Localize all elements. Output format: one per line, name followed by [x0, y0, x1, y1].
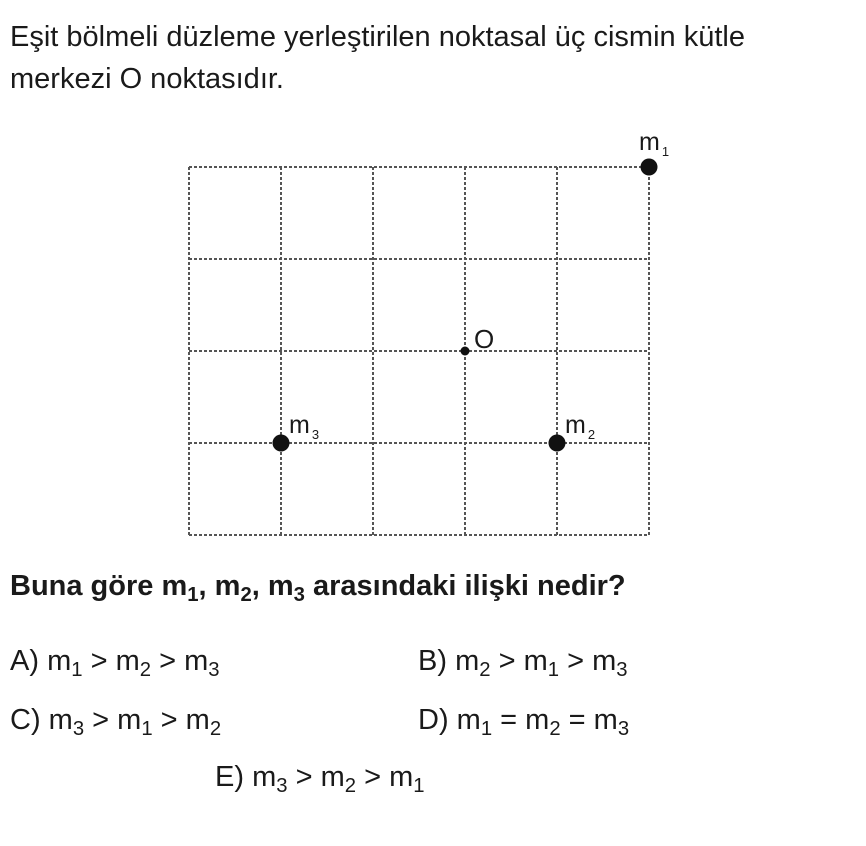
- option-term: > m: [559, 645, 617, 677]
- option-sub: 2: [209, 718, 222, 741]
- option-letter: E): [215, 761, 253, 793]
- option-b[interactable]: [418, 645, 628, 682]
- option-sub: 2: [344, 775, 357, 798]
- prompt-sub-3: 3: [293, 584, 305, 607]
- point-label-sub: 1: [661, 144, 670, 159]
- option-term: m: [455, 645, 480, 677]
- option-term: > m: [152, 704, 210, 736]
- option-term: > m: [356, 761, 414, 793]
- option-term: > m: [84, 704, 142, 736]
- prompt-pre: Buna göre m: [10, 570, 188, 602]
- question-prompt: [10, 570, 626, 607]
- option-term: m: [47, 645, 72, 677]
- option-sub: 2: [479, 659, 491, 682]
- option-sub: 1: [547, 659, 560, 682]
- point-label-m2: m $_2$: [565, 411, 596, 442]
- option-letter: B): [418, 645, 456, 677]
- point-label-m1: m $_1$: [639, 128, 670, 159]
- option-sub: 3: [208, 659, 220, 682]
- option-letter: D): [418, 704, 457, 736]
- point-label-sub: 2: [587, 427, 596, 442]
- option-sub: 3: [276, 775, 288, 798]
- option-c[interactable]: [10, 704, 222, 741]
- point-label-m3: m $_3$: [289, 411, 320, 442]
- option-letter: A): [10, 645, 48, 677]
- intro-line-1: Eşit bölmeli düzleme yerleştirilen noktasal üç cismin kütle: [10, 21, 745, 53]
- point-m2: [549, 435, 566, 452]
- point-m3: [273, 435, 290, 452]
- option-sub: 2: [139, 659, 152, 682]
- prompt-sep-2: , m: [251, 570, 294, 602]
- option-letter: C): [10, 704, 49, 736]
- option-a[interactable]: [10, 645, 220, 682]
- intro-line-2: merkezi O noktasıdır.: [10, 63, 284, 95]
- prompt-sub-2: 2: [240, 584, 252, 607]
- option-term: > m: [82, 645, 140, 677]
- option-term: = m: [492, 704, 550, 736]
- option-sub: 3: [617, 718, 630, 741]
- option-sub: 3: [72, 718, 85, 741]
- option-sub: 1: [71, 659, 83, 682]
- option-sub: 1: [413, 775, 425, 798]
- prompt-sep-1: , m: [198, 570, 241, 602]
- point-O: [461, 347, 470, 356]
- option-term: = m: [560, 704, 618, 736]
- point-m1: [641, 159, 658, 176]
- option-sub: 3: [616, 659, 628, 682]
- point-label-O: O: [474, 324, 495, 354]
- option-sub: 1: [141, 718, 153, 741]
- option-e[interactable]: [215, 761, 425, 798]
- option-term: > m: [287, 761, 345, 793]
- prompt-sub-1: 1: [187, 584, 199, 607]
- option-term: m: [252, 761, 277, 793]
- prompt-post: arasındaki ilişki nedir?: [304, 570, 626, 602]
- option-sub: 1: [480, 718, 493, 741]
- option-sub: 2: [549, 718, 561, 741]
- point-label-sub: 3: [311, 427, 320, 442]
- option-term: m: [48, 704, 73, 736]
- option-term: > m: [490, 645, 548, 677]
- option-term: > m: [151, 645, 209, 677]
- option-d[interactable]: [418, 704, 630, 741]
- option-term: m: [456, 704, 481, 736]
